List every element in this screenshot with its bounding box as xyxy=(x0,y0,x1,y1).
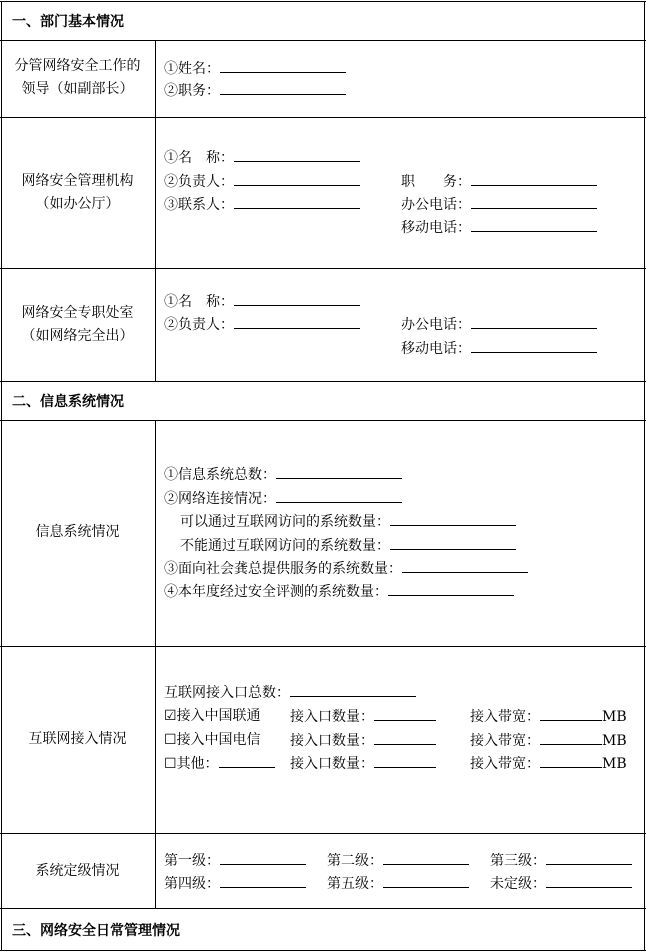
office-head-label: ②负责人： xyxy=(164,317,234,333)
systems-label: 信息系统情况 xyxy=(35,524,120,540)
office-head-field[interactable] xyxy=(234,314,360,329)
bandwidth-label: 接入带宽： xyxy=(470,756,540,772)
internet-row xyxy=(164,730,261,750)
agency-head-field[interactable] xyxy=(234,171,360,186)
internet-total-label: 互联网接入口总数： xyxy=(164,685,290,701)
leader-position-field[interactable] xyxy=(220,80,346,95)
level-5-field[interactable] xyxy=(383,873,469,888)
bandwidth-field[interactable] xyxy=(540,706,602,721)
level-4-label: 第四级： xyxy=(164,876,220,892)
ungraded-field[interactable] xyxy=(546,873,632,888)
provider-name: 接入中国电信 xyxy=(176,732,261,748)
leader-name-field[interactable] xyxy=(220,58,346,73)
section-3-title: 三、网络安全日常管理情况 xyxy=(12,923,180,939)
systems-evaluated-field[interactable] xyxy=(388,581,514,596)
agency-mobile-label: 移动电话： xyxy=(401,220,471,236)
office-mobile-field[interactable] xyxy=(471,338,597,353)
agency-office-phone-label: 办公电话： xyxy=(401,197,471,213)
office-mobile-label: 移动电话： xyxy=(401,341,471,357)
office-name-field[interactable] xyxy=(234,291,360,306)
other-provider-field[interactable] xyxy=(219,753,275,768)
systems-public-service-label: ③面向社会龚总提供服务的系统数量： xyxy=(164,561,402,577)
level-3-field[interactable] xyxy=(546,850,632,865)
systems-internet-no-field[interactable] xyxy=(390,535,516,550)
leader-position-label: ②职务： xyxy=(164,83,220,99)
level-2-label: 第二级： xyxy=(327,853,383,869)
agency-label: 网络安全管理机构（如办公厅） xyxy=(21,173,134,212)
systems-evaluated-label: ④本年度经过安全评测的系统数量： xyxy=(164,584,388,600)
systems-public-service-field[interactable] xyxy=(402,558,528,573)
agency-name-field[interactable] xyxy=(234,147,360,162)
agency-name-label: ①名 称： xyxy=(164,150,234,166)
agency-contact-label: ③联系人： xyxy=(164,197,234,213)
provider-name: 接入中国联通 xyxy=(176,708,261,724)
systems-total-label: ①信息系统总数： xyxy=(164,467,276,483)
systems-total-field[interactable] xyxy=(276,464,402,479)
systems-network-label: ②网络连接情况： xyxy=(164,491,276,507)
section-1-title: 一、部门基本情况 xyxy=(12,14,124,30)
internet-row xyxy=(164,753,275,774)
internet-total-field[interactable] xyxy=(290,682,416,697)
bandwidth-field[interactable] xyxy=(540,730,602,745)
internet-row xyxy=(164,706,261,726)
level-3-label: 第三级： xyxy=(490,853,546,869)
office-name-label: ①名 称： xyxy=(164,294,234,310)
ungraded-label: 未定级： xyxy=(490,876,546,892)
systems-internet-yes-field[interactable] xyxy=(390,511,516,526)
level-4-field[interactable] xyxy=(220,873,306,888)
office-office-phone-label: 办公电话： xyxy=(401,317,471,333)
level-1-label: 第一级： xyxy=(164,853,220,869)
ports-field[interactable] xyxy=(374,730,436,745)
level-5-label: 第五级： xyxy=(327,876,383,892)
bandwidth-unit: MB xyxy=(602,733,627,749)
bandwidth-unit: MB xyxy=(602,709,627,725)
agency-office-phone-field[interactable] xyxy=(471,194,597,209)
agency-job-label: 职 务： xyxy=(401,174,471,190)
agency-job-field[interactable] xyxy=(471,171,597,186)
ports-label: 接入口数量： xyxy=(290,756,374,772)
agency-head-label: ②负责人： xyxy=(164,174,234,190)
office-label: 网络安全专职处室（如网络完全出） xyxy=(21,305,134,344)
section-2-title: 二、信息系统情况 xyxy=(12,394,124,410)
checkbox-icon[interactable]: ☐ xyxy=(164,756,177,772)
level-1-field[interactable] xyxy=(220,850,306,865)
checkbox-checked-icon[interactable]: ☑ xyxy=(164,708,177,724)
systems-internet-yes-label: 可以通过互联网访问的系统数量： xyxy=(180,514,390,530)
level-2-field[interactable] xyxy=(383,850,469,865)
systems-network-field[interactable] xyxy=(276,488,402,503)
bandwidth-field[interactable] xyxy=(540,753,602,768)
bandwidth-unit: MB xyxy=(602,756,627,772)
grading-label: 系统定级情况 xyxy=(35,863,120,879)
agency-mobile-field[interactable] xyxy=(471,217,597,232)
internet-label: 互联网接入情况 xyxy=(28,731,127,747)
ports-field[interactable] xyxy=(374,706,436,721)
provider-name: 其他： xyxy=(176,756,219,772)
office-office-phone-field[interactable] xyxy=(471,314,597,329)
agency-contact-field[interactable] xyxy=(234,194,360,209)
systems-internet-no-label: 不能通过互联网访问的系统数量： xyxy=(180,538,390,554)
ports-label: 接入口数量： xyxy=(290,709,374,725)
ports-field[interactable] xyxy=(374,753,436,768)
bandwidth-label: 接入带宽： xyxy=(470,733,540,749)
leader-name-label: ①姓名： xyxy=(164,61,220,77)
ports-label: 接入口数量： xyxy=(290,733,374,749)
checkbox-icon[interactable]: ☐ xyxy=(164,732,177,748)
leader-label: 分管网络安全工作的领导（如副部长） xyxy=(14,58,141,97)
bandwidth-label: 接入带宽： xyxy=(470,709,540,725)
